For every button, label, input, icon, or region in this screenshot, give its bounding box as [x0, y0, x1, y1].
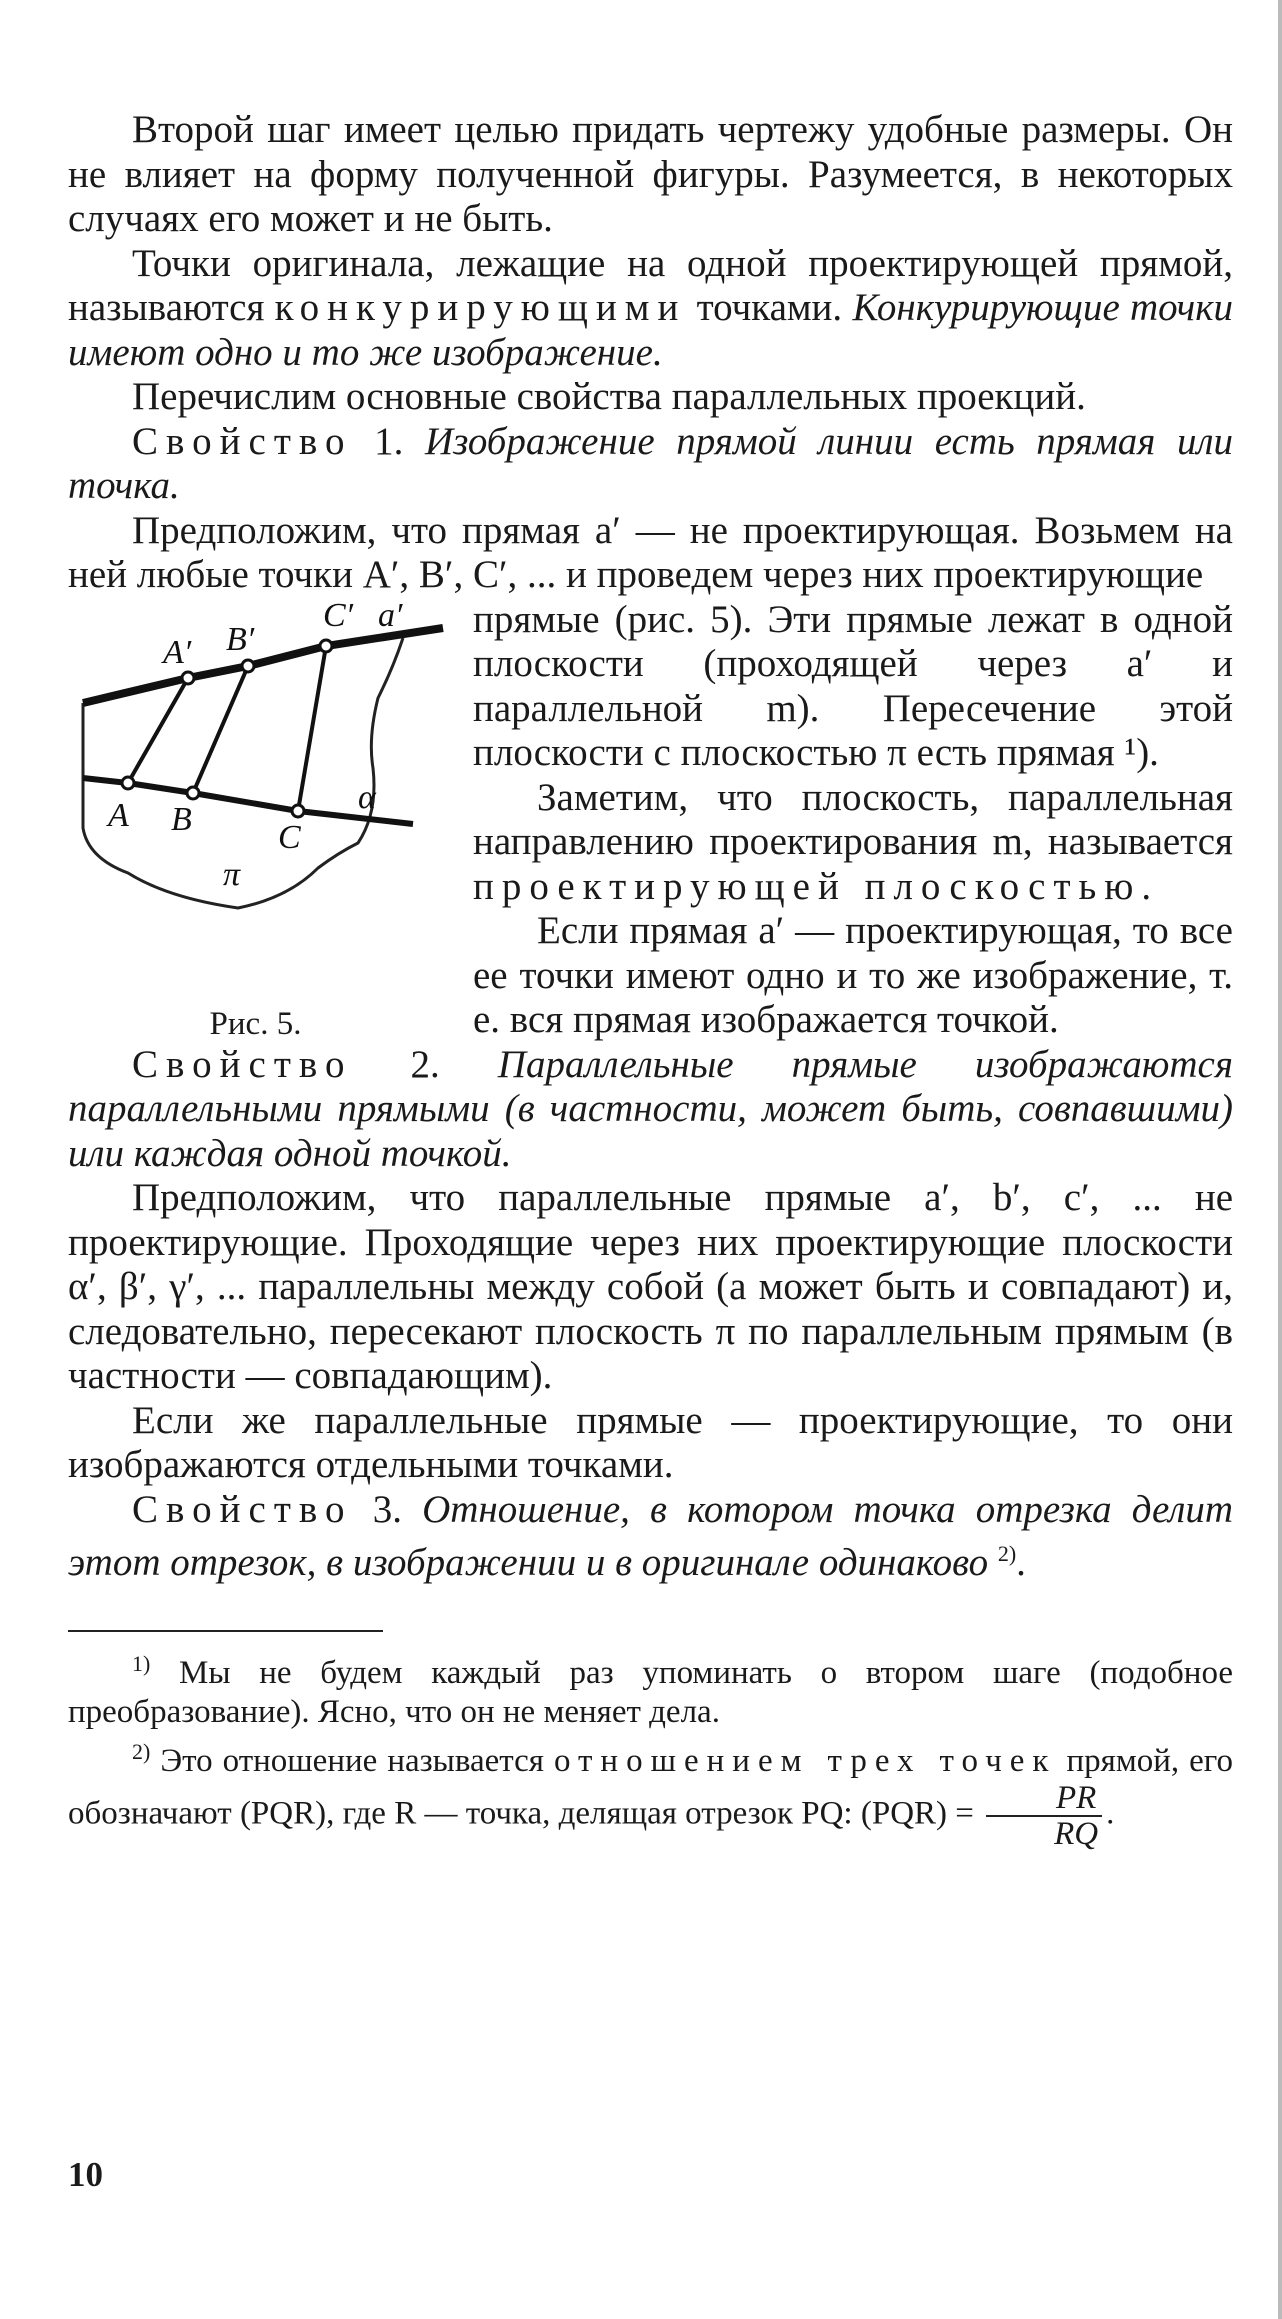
figure-block — [68, 598, 1233, 1043]
property-number: 1. — [374, 419, 404, 463]
paragraph-lines-plane: прямые (рис. 5). Эти прямые лежат в одной плоскости (проходящей через a′ и параллельной m). Пересечение этой плоскости с плоскостью π есть прямая ¹). — [473, 597, 1233, 774]
footnote-mark: 2) — [132, 1738, 151, 1764]
label-pi: π — [223, 855, 241, 893]
label-a-prime: A′ — [163, 633, 192, 671]
statement-competing: Конкурирующие точки имеют одно и то же изображение. — [68, 286, 1234, 374]
property-statement: Изображение прямой линии есть прямая или точка. — [68, 419, 1234, 507]
term-competing: конкурирующими — [274, 286, 687, 329]
figure-5 — [68, 598, 473, 1043]
paragraph-competing-points — [68, 242, 1233, 376]
term-projecting-plane: проектирующей плоскостью — [473, 864, 1142, 908]
page-number: 10 — [68, 2155, 103, 2194]
footnote-2 — [68, 1732, 1233, 1851]
term-three-point-ratio: отношением трех точек — [553, 1742, 1057, 1779]
property-statement: Отношение, в котором точка отрезка делит этот отрезок, в изображении и в оригинале одинаково — [68, 1487, 1234, 1584]
label-alpha: α — [358, 778, 376, 816]
figure-side-text — [473, 598, 1233, 1043]
footnote-text: Мы не будем каждый раз упоминать о втором шаге (подобное преобразование). Ясно, что он не меняет дела. — [68, 1654, 1233, 1730]
fraction-denominator: RQ — [1054, 1815, 1099, 1852]
point-b-prime — [242, 660, 254, 672]
footnote-text: . — [1106, 1795, 1115, 1832]
point-b — [187, 787, 199, 799]
label-line-a-prime: a′ — [378, 597, 403, 634]
property-label: Свойство — [132, 419, 353, 463]
paragraph-projecting-plane — [473, 776, 1233, 910]
point-c-prime — [320, 640, 332, 652]
text: Точки оригинала, лежащие на одной проектирующей прямой, называются — [68, 241, 1233, 329]
point-a-prime — [182, 672, 194, 684]
label-b-prime: B′ — [226, 620, 255, 658]
figure-caption: Рис. 5. — [209, 1005, 302, 1042]
property-1 — [68, 420, 1233, 509]
property-number: 3. — [372, 1487, 402, 1531]
projecting-line-b — [193, 666, 248, 793]
property-label: Свойство — [132, 1487, 353, 1531]
property-label: Свойство — [132, 1042, 353, 1086]
label-a: A — [108, 796, 129, 834]
paragraph-projecting-line: Если прямая a′ — проектирующая, то все ее точки имеют одно и то же изображение, т. е. вся прямая изображается точкой. — [473, 909, 1233, 1041]
point-c — [292, 805, 304, 817]
fraction-numerator: PR — [986, 1781, 1102, 1817]
property-statement: Параллельные прямые изображаются параллельными прямыми (в частности, может быть, совпавшими) или каждая одной точкой. — [68, 1042, 1233, 1175]
property-number: 2. — [410, 1042, 440, 1086]
label-b: B — [171, 800, 192, 838]
footnote-text: Это отношение называется — [160, 1742, 544, 1779]
property-3 — [68, 1488, 1233, 1586]
footnote-divider — [68, 1630, 383, 1632]
page-content — [68, 108, 1233, 1851]
label-c: C — [278, 818, 301, 856]
paragraph-suppose: Предположим, что прямая a′ — не проектирующая. Возьмем на ней любые точки A′, B′, C′, ... и проведем через них проектирующие — [68, 508, 1233, 596]
footnotes — [68, 1644, 1233, 1851]
footnote-text: прямой, его обозначают (PQR), где R — точка, делящая отрезок PQ: (PQR) = — [68, 1742, 1233, 1832]
text: Заметим, что плоскость, параллельная направлению проектирования m, называется — [473, 775, 1233, 863]
label-c-prime: C′ — [323, 597, 354, 634]
figure-5-drawing — [68, 598, 473, 998]
text: точками. — [696, 286, 843, 329]
text: . — [1141, 864, 1152, 908]
point-a — [122, 777, 134, 789]
paragraph-second-step: Второй шаг имеет целью придать чертежу удобные размеры. Он не влияет на форму полученной фигуры. Разумеется, в некоторых случаях его может и не быть. — [68, 108, 1233, 240]
paragraph-list-properties: Перечислим основные свойства параллельных проекций. — [132, 375, 1086, 418]
line-a-prime — [83, 628, 443, 703]
projecting-line-c — [298, 646, 326, 811]
paragraph-projecting-parallel: Если же параллельные прямые — проектирующие, то они изображаются отдельными точками. — [68, 1398, 1233, 1486]
footnote-1 — [68, 1644, 1233, 1732]
property-2 — [68, 1043, 1233, 1177]
footnote-mark: 1) — [132, 1650, 151, 1676]
fraction-pr-rq — [986, 1781, 1102, 1851]
page-edge-shadow — [1278, 0, 1282, 2319]
footnote-ref-2[interactable]: 2) — [997, 1541, 1017, 1566]
paragraph-parallel-lines: Предположим, что параллельные прямые a′, b′, c′, ... не проектирующие. Проходящие через них проектирующие плоскости α′, β′, γ′, ... параллельны между собой (а может быть и совпадают) и, следовательно, пересекают плоскость π по параллельным прямым (в частности — совпадающим). — [68, 1176, 1233, 1397]
text: . — [1016, 1541, 1026, 1584]
